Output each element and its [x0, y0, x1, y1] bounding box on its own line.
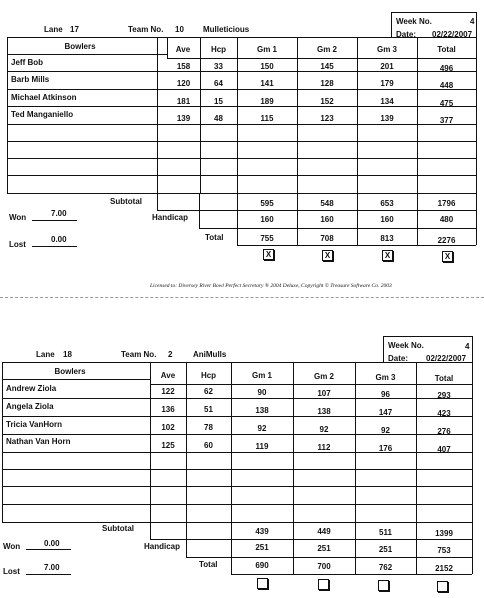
game-1-win-checkbox[interactable]: X — [263, 249, 274, 260]
column-header-game-2: Gm 2 — [313, 372, 334, 381]
bowler-average: 120 — [176, 79, 191, 88]
total-game-1: 690 — [255, 561, 269, 570]
series-total: 448 — [439, 81, 454, 90]
game-1-score: 92 — [257, 424, 267, 433]
handicap-game-1: 251 — [255, 543, 269, 552]
lane-number: 17 — [70, 25, 79, 34]
bowler-name: Andrew Ziola — [6, 384, 57, 393]
lost-label: Lost — [3, 567, 20, 576]
column-header-game-3: Gm 3 — [375, 373, 396, 382]
total-label: Total — [199, 560, 218, 569]
column-header-game-1: Gm 1 — [256, 45, 277, 54]
game-2-win-checkbox[interactable]: X — [322, 250, 333, 261]
bowler-handicap: 48 — [214, 114, 223, 123]
game-3-score: 176 — [378, 444, 393, 453]
game-3-score: 147 — [378, 408, 393, 417]
lost-label: Lost — [9, 240, 26, 249]
week-label: Week No. — [388, 341, 424, 350]
column-header-bowlers: Bowlers — [54, 367, 86, 376]
bowler-average: 122 — [161, 387, 175, 396]
game-1-score: 150 — [260, 62, 274, 71]
game-3-score: 92 — [381, 426, 390, 435]
column-header-hcp: Hcp — [200, 371, 217, 380]
team-label: Team No. — [121, 350, 157, 359]
cut-line — [0, 297, 484, 298]
bowler-handicap: 64 — [214, 79, 223, 88]
game-1-score: 90 — [257, 388, 267, 397]
subtotal-label: Subtotal — [110, 197, 142, 206]
subtotal-game-1: 439 — [255, 527, 269, 536]
series-total: 423 — [437, 409, 451, 418]
total-total: 2152 — [435, 564, 453, 573]
date-value: 02/22/2007 — [432, 30, 473, 39]
bowler-handicap: 62 — [204, 387, 213, 396]
series-total: 407 — [437, 445, 451, 454]
date-value: 02/22/2007 — [426, 354, 467, 363]
total-game-2: 708 — [320, 234, 334, 243]
bowler-handicap: 51 — [204, 405, 213, 414]
column-header-bowlers: Bowlers — [64, 42, 96, 51]
week-label: Week No. — [396, 17, 432, 26]
bowler-average: 136 — [161, 405, 175, 414]
column-header-game-1: Gm 1 — [251, 371, 272, 380]
game-2-score: 112 — [317, 443, 331, 452]
total-game-3: 813 — [380, 234, 394, 243]
series-total: 377 — [439, 116, 454, 125]
series-total: 475 — [439, 99, 454, 108]
column-header-game-2: Gm 2 — [316, 45, 337, 54]
total-game-1: 755 — [260, 234, 274, 243]
game-3-score: 96 — [381, 390, 390, 399]
series-win-checkbox[interactable] — [437, 581, 448, 592]
game-3-win-checkbox[interactable] — [378, 580, 389, 591]
bowler-name: Tricia VanHorn — [6, 420, 63, 429]
subtotal-game-3: 653 — [380, 199, 394, 208]
bowler-handicap: 78 — [204, 423, 213, 432]
won-value: 0.00 — [44, 539, 60, 548]
subtotal-total: 1399 — [435, 529, 453, 538]
team-name: AniMulls — [193, 350, 227, 359]
column-header-hcp: Hcp — [210, 45, 227, 54]
game-2-score: 107 — [317, 389, 331, 398]
handicap-label: Handicap — [152, 213, 189, 222]
bowler-name: Michael Atkinson — [11, 93, 77, 102]
series-total: 276 — [437, 427, 451, 436]
game-3-score: 139 — [380, 114, 394, 123]
game-1-win-checkbox[interactable] — [257, 578, 268, 589]
handicap-game-2: 251 — [317, 544, 331, 553]
game-1-score: 119 — [255, 442, 269, 451]
subtotal-game-1: 595 — [260, 199, 274, 208]
series-total: 496 — [439, 64, 454, 73]
bowler-name: Angela Ziola — [6, 402, 54, 411]
subtotal-total: 1796 — [437, 199, 456, 208]
total-total: 2276 — [437, 236, 456, 245]
column-header-total: Total — [434, 374, 454, 383]
lost-value: 7.00 — [44, 563, 60, 572]
game-2-win-checkbox[interactable] — [318, 579, 329, 590]
team-label: Team No. — [128, 25, 164, 34]
game-3-score: 179 — [380, 79, 394, 88]
date-label: Date: — [396, 30, 417, 39]
game-1-score: 138 — [255, 406, 269, 415]
won-label: Won — [9, 213, 27, 222]
handicap-game-3: 251 — [378, 545, 393, 554]
lost-value: 0.00 — [51, 235, 67, 244]
game-1-score: 115 — [260, 114, 274, 123]
lane-label: Lane — [44, 25, 63, 34]
total-game-2: 700 — [317, 562, 331, 571]
team-number: 10 — [175, 25, 184, 34]
game-3-score: 134 — [380, 97, 394, 106]
lane-label: Lane — [36, 350, 55, 359]
bowler-average: 125 — [161, 441, 175, 450]
won-value: 7.00 — [51, 209, 67, 218]
handicap-total: 753 — [437, 546, 451, 555]
subtotal-label: Subtotal — [102, 524, 134, 533]
bowler-average: 181 — [176, 97, 191, 106]
subtotal-game-3: 511 — [379, 528, 392, 537]
handicap-game-1: 160 — [260, 215, 274, 224]
column-header-total: Total — [437, 45, 456, 54]
handicap-label: Handicap — [144, 542, 181, 551]
bowler-handicap: 60 — [204, 441, 213, 450]
bowler-name: Barb Mills — [11, 75, 50, 84]
team-name: Mulleticious — [203, 25, 250, 34]
column-header-ave: Ave — [175, 45, 191, 54]
game-2-score: 123 — [320, 114, 334, 123]
game-2-score: 152 — [320, 97, 334, 106]
week-number: 4 — [465, 342, 470, 351]
bowler-name: Nathan Van Horn — [6, 437, 71, 446]
license-footer: Licensed to: Diversey River Bowl Perfect Secretary ® 2004 Deluxe, Copyright © Treasure Software Co. 2003 — [150, 283, 392, 289]
won-label: Won — [3, 542, 21, 551]
game-1-score: 141 — [260, 79, 274, 88]
series-total: 293 — [437, 391, 451, 400]
game-2-score: 145 — [320, 62, 334, 71]
date-label: Date: — [388, 354, 409, 363]
game-1-score: 189 — [260, 97, 274, 106]
lane-number: 18 — [63, 350, 72, 359]
series-win-checkbox[interactable]: X — [442, 251, 453, 262]
game-3-win-checkbox[interactable]: X — [382, 250, 393, 261]
handicap-game-2: 160 — [320, 215, 334, 224]
subtotal-game-2: 449 — [317, 527, 331, 536]
week-number: 4 — [470, 17, 475, 26]
bowler-handicap: 33 — [214, 62, 223, 71]
bowler-name: Ted Manganiello — [11, 110, 74, 119]
subtotal-game-2: 548 — [320, 199, 334, 208]
bowler-average: 139 — [176, 114, 191, 123]
total-game-3: 762 — [378, 563, 393, 572]
handicap-game-3: 160 — [380, 215, 394, 224]
game-2-score: 128 — [320, 79, 334, 88]
column-header-game-3: Gm 3 — [376, 45, 397, 54]
game-3-score: 201 — [380, 62, 394, 71]
game-2-score: 138 — [317, 407, 331, 416]
bowler-average: 102 — [161, 423, 175, 432]
handicap-total: 480 — [439, 215, 454, 224]
total-label: Total — [205, 233, 224, 242]
team-number: 2 — [168, 350, 173, 359]
bowler-handicap: 15 — [214, 97, 223, 106]
game-2-score: 92 — [319, 425, 329, 434]
column-header-ave: Ave — [160, 371, 176, 380]
bowler-average: 158 — [176, 62, 191, 71]
bowler-name: Jeff Bob — [11, 58, 43, 67]
